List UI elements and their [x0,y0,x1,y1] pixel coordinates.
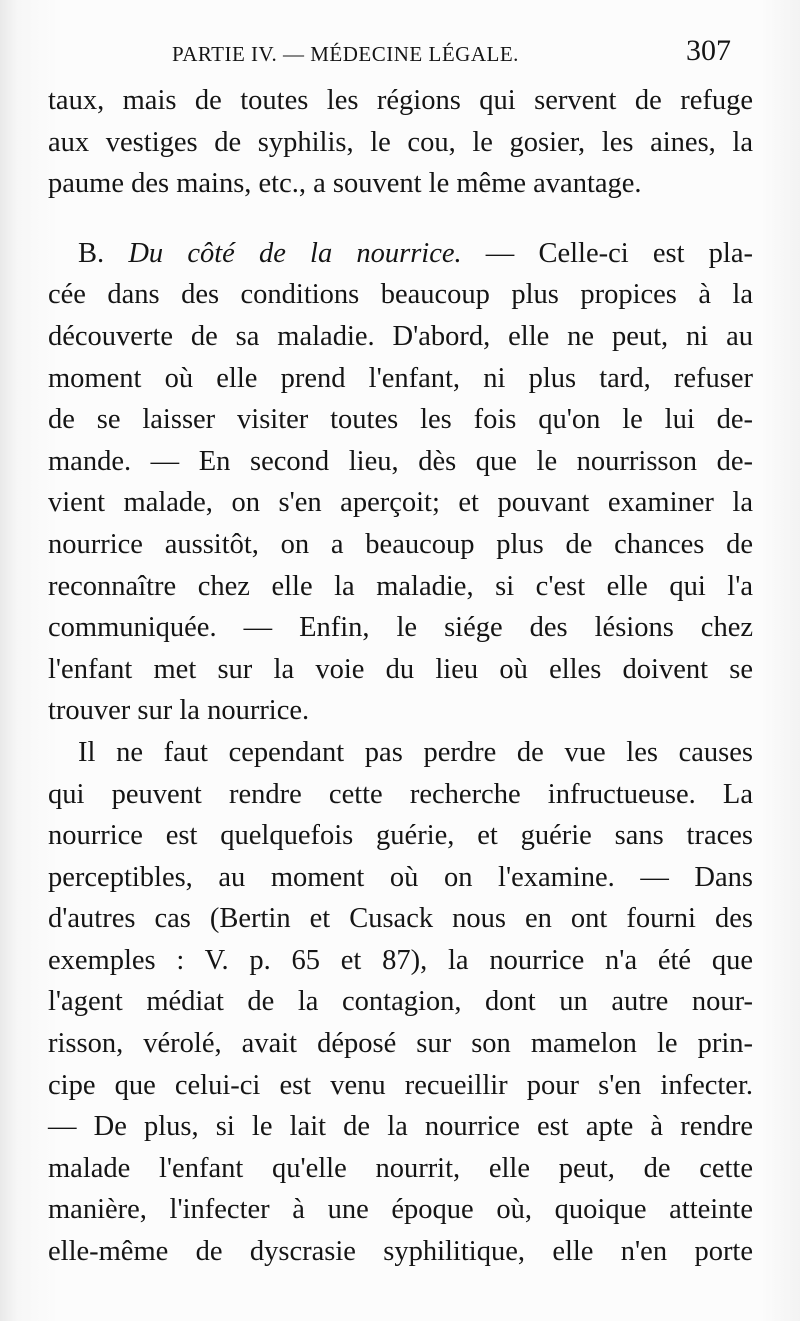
section-label: B. [78,237,105,269]
section-title: Du côté de la nourrice. [128,237,462,269]
text-line: nourrice aussitôt, on a beaucoup plus de chances de [48,528,753,560]
text-line: d'autres cas (Bertin et Cusack nous en ont fourni des [48,903,753,935]
text-line: moment où elle prend l'enfant, ni plus tard, refuser [48,362,753,394]
text-line: nourrice est quelquefois guérie, et guérie sans traces [48,820,753,852]
section-first-line-text: — Celle-ci est pla- [461,237,753,269]
text-line: exemples : V. p. 65 et 87), la nourrice n'a été que [48,944,753,976]
section-heading-line [48,233,753,275]
text-line: Il ne faut cependant pas perdre de vue les causes [78,736,753,768]
text-line: qui peuvent rendre cette recherche infructueuse. La [48,778,753,810]
section-b-paragraph [48,233,753,732]
text-line: reconnaître chez elle la maladie, si c'est elle qui l'a [48,570,753,602]
text-line: l'agent médiat de la contagion, dont un autre nour- [48,986,753,1018]
text-line: aux vestiges de syphilis, le cou, le gosier, les aines, la [48,126,753,158]
paragraph [48,732,753,1273]
paragraph-continuation [48,80,753,205]
text-line: l'enfant met sur la voie du lieu où elles doivent se [48,653,753,685]
text-line: risson, vérolé, avait déposé sur son mamelon le prin- [48,1028,753,1060]
text-line: — De plus, si le lait de la nourrice est apte à rendre [48,1111,753,1143]
running-head: PARTIE IV. — MÉDECINE LÉGALE. [172,42,519,66]
text-line: taux, mais de toutes les régions qui servent de refuge [48,85,753,116]
page-header [0,34,800,74]
text-line: vient malade, on s'en aperçoit; et pouvant examiner la [48,487,753,519]
text-line: paume des mains, etc., a souvent le même avantage. [48,168,642,200]
text-line: cée dans des conditions beaucoup plus propices à la [48,279,753,311]
text-line: trouver sur la nourrice. [48,695,310,727]
text-line: découverte de sa maladie. D'abord, elle ne peut, ni au [48,320,753,352]
text-line: malade l'enfant qu'elle nourrit, elle peut, de cette [48,1152,753,1184]
page-number: 307 [686,34,731,67]
body-text [48,80,753,1273]
text-line: perceptibles, au moment où on l'examine. — Dans [48,861,753,893]
text-line: mande. — En second lieu, dès que le nourrisson de- [48,445,753,477]
section-spacer [48,205,753,233]
text-line: elle-même de dyscrasie syphilitique, elle n'en porte [48,1236,753,1268]
text-line: de se laisser visiter toutes les fois qu'on le lui de- [48,404,753,436]
text-line: manière, l'infecter à une époque où, quoique atteinte [48,1194,753,1226]
text-line: communiquée. — Enfin, le siége des lésions chez [48,612,753,644]
text-line: cipe que celui-ci est venu recueillir pour s'en infecter. [48,1069,753,1101]
